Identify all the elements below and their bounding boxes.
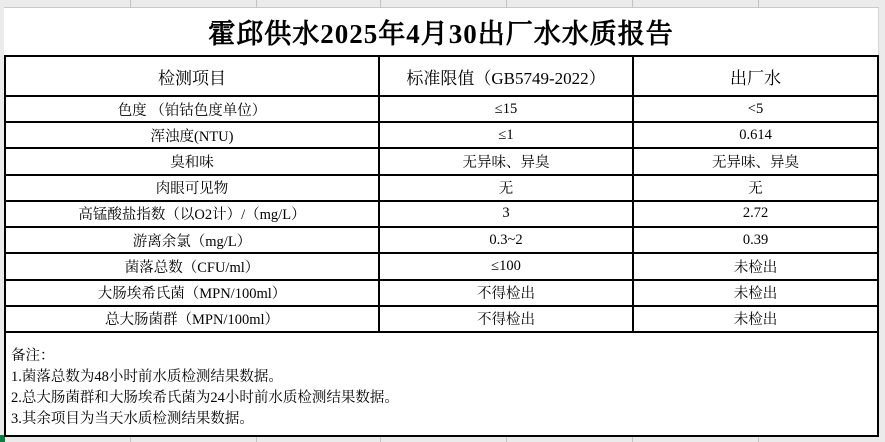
cell-limit: ≤15	[380, 97, 634, 121]
cell-item: 菌落总数（CFU/ml）	[6, 254, 380, 278]
table-row	[6, 254, 877, 280]
cell-item: 游离余氯（mg/L）	[6, 228, 380, 252]
gridline-tick	[758, 0, 759, 8]
table-row	[6, 149, 877, 175]
header-finished-water: 出厂水	[730, 68, 781, 88]
water-quality-report	[4, 8, 879, 437]
cell-item: 总大肠菌群（MPN/100ml）	[6, 307, 380, 331]
cell-item: 浑浊度(NTU)	[6, 123, 380, 147]
cell-limit: 3	[380, 202, 634, 226]
cell-item: 大肠埃希氏菌（MPN/100ml）	[6, 281, 380, 305]
note-line: 1.菌落总数为48小时前水质检测结果数据。	[11, 369, 283, 385]
cell-value: 无异味、异臭	[712, 155, 799, 172]
gridline-tick	[256, 0, 257, 8]
cell-limit: 不得检出	[380, 281, 634, 305]
sheet-gridline-strip-bottom	[0, 437, 885, 442]
gridline-tick	[130, 437, 131, 442]
report-table	[4, 55, 879, 437]
gridline-tick	[380, 0, 381, 8]
sheet-gridline-strip-right	[879, 0, 885, 442]
table-row	[6, 176, 877, 202]
note-line: 3.其余项目为当天水质检测结果数据。	[11, 411, 254, 427]
gridline-tick	[506, 437, 507, 442]
cell-value: 0.614	[739, 126, 772, 143]
table-row	[6, 281, 877, 307]
table-row	[6, 307, 877, 333]
cell-limit: 无	[380, 176, 634, 200]
gridline-tick	[632, 437, 633, 442]
cell-value: 未检出	[733, 286, 778, 303]
report-title: 霍邱供水2025年4月30出厂水水质报告	[4, 8, 879, 55]
cell-item: 肉眼可见物	[6, 176, 380, 200]
table-body	[6, 97, 877, 333]
gridline-tick	[130, 0, 131, 8]
cell-limit: 无异味、异臭	[380, 149, 634, 173]
gridline-tick	[506, 0, 507, 8]
table-row	[6, 123, 877, 149]
note-line: 2.总大肠菌群和大肠埃希氏菌为24小时前水质检测结果数据。	[11, 390, 399, 406]
table-header-row	[6, 57, 877, 97]
cell-value: 未检出	[733, 312, 778, 329]
header-standard-limit: 标准限值（GB5749-2022）	[380, 57, 634, 95]
cell-limit: ≤1	[380, 123, 634, 147]
gridline-tick	[380, 437, 381, 442]
sheet-gridline-strip-top	[0, 0, 885, 8]
table-row	[6, 228, 877, 254]
gridline-tick	[758, 437, 759, 442]
table-row	[6, 202, 877, 228]
cell-value: 0.39	[742, 231, 769, 248]
cell-item: 高锰酸盐指数（以O2计）/（mg/L）	[6, 202, 380, 226]
cell-value: 无	[748, 181, 763, 198]
gridline-tick	[632, 0, 633, 8]
cell-limit: 0.3~2	[380, 228, 634, 252]
cell-value: 未检出	[733, 259, 778, 276]
cell-value: <5	[747, 100, 764, 117]
gridline-tick	[256, 437, 257, 442]
notes-section	[6, 333, 877, 435]
cell-limit: 不得检出	[380, 307, 634, 331]
notes-label: 备注：	[11, 348, 55, 364]
cell-value: 2.72	[742, 205, 769, 222]
cell-limit: ≤100	[380, 254, 634, 278]
table-row	[6, 97, 877, 123]
cell-item: 色度 （铂钴色度单位）	[6, 97, 380, 121]
header-test-item: 检测项目	[6, 57, 380, 95]
cell-item: 臭和味	[6, 149, 380, 173]
